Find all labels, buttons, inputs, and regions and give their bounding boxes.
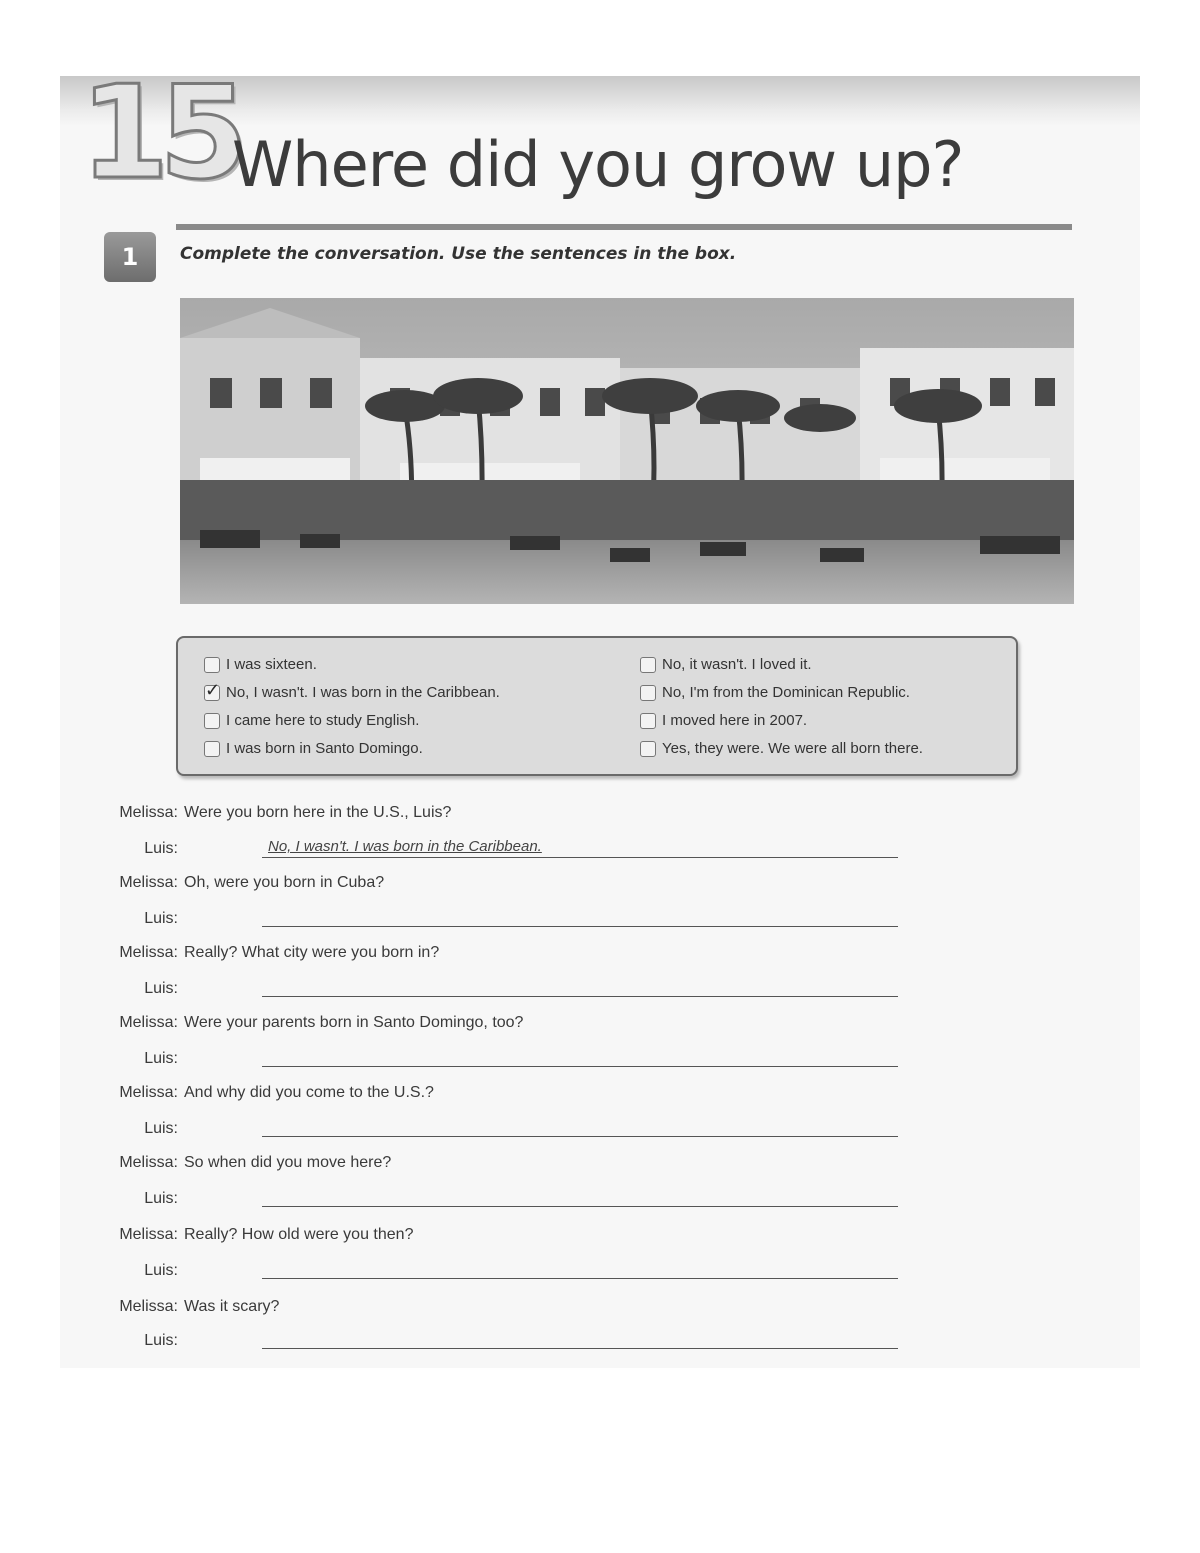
dialogue-line [100,910,184,928]
speaker-label: Melissa: [119,1084,178,1101]
checkbox[interactable] [640,685,656,701]
dialogue-line [100,1084,434,1102]
speaker-label: Melissa: [119,804,178,821]
option-text: I came here to study English. [226,712,420,729]
answer-field[interactable] [262,1348,898,1349]
checkbox[interactable] [640,657,656,673]
dialogue-text: Was it scary? [184,1298,280,1315]
option-text: No, I wasn't. I was born in the Caribbean. [226,684,500,701]
option-item[interactable] [640,656,812,673]
checkbox[interactable] [640,713,656,729]
answer-field[interactable] [262,1136,898,1137]
answer-text: No, I wasn't. I was born in the Caribbean. [268,838,542,855]
option-text: I was sixteen. [226,656,317,673]
dialogue-text: So when did you move here? [184,1154,392,1171]
speaker-label: Luis: [144,1332,178,1349]
dialogue-text: And why did you come to the U.S.? [184,1084,434,1101]
dialogue-line [100,874,384,892]
speaker-label: Luis: [144,1262,178,1279]
checkbox[interactable] [204,713,220,729]
speaker-label: Luis: [144,910,178,927]
answer-field[interactable] [262,1278,898,1279]
answer-field[interactable] [262,1206,898,1207]
speaker-label: Melissa: [119,874,178,891]
dialogue-line [100,1154,391,1172]
exercise-number-badge: 1 [104,232,156,282]
answer-field[interactable] [262,857,898,858]
answer-field[interactable] [262,1066,898,1067]
dialogue-line [100,1298,279,1316]
dialogue-line [100,1332,184,1350]
answer-field[interactable] [262,996,898,997]
option-item[interactable] [640,740,923,757]
speaker-label: Melissa: [119,1014,178,1031]
dialogue-line [100,1014,523,1032]
option-text: Yes, they were. We were all born there. [662,740,923,757]
speaker-label: Melissa: [119,1298,178,1315]
speaker-label: Melissa: [119,944,178,961]
plaza-photo-illustration [180,298,1074,604]
checkbox[interactable] [204,657,220,673]
option-text: I moved here in 2007. [662,712,808,729]
dialogue-line [100,1190,184,1208]
option-item[interactable] [640,684,910,701]
option-item[interactable] [640,712,807,729]
dialogue-line [100,804,451,822]
speaker-label: Luis: [144,1050,178,1067]
dialogue-line [100,944,439,962]
speaker-label: Luis: [144,980,178,997]
dialogue-line [100,1050,184,1068]
speaker-label: Luis: [144,1190,178,1207]
dialogue-text: Oh, were you born in Cuba? [184,874,385,891]
option-text: No, I'm from the Dominican Republic. [662,684,910,701]
speaker-label: Melissa: [119,1226,178,1243]
dialogue-line [100,1226,413,1244]
option-item[interactable] [204,740,423,757]
title-divider [176,224,1072,230]
checkmark-icon: ✓ [205,679,221,700]
option-item[interactable] [204,712,419,729]
dialogue-line [100,1262,184,1280]
dialogue-line [100,980,184,998]
option-item[interactable] [204,679,500,701]
page-title: Where did you grow up? [232,128,964,201]
checkbox[interactable] [204,679,221,701]
dialogue-line [100,1120,184,1138]
dialogue-text: Were your parents born in Santo Domingo, too? [184,1014,524,1031]
option-text: I was born in Santo Domingo. [226,740,423,757]
checkbox[interactable] [640,741,656,757]
speaker-label: Luis: [144,840,178,857]
exercise-instruction: Complete the conversation. Use the sentences in the box. [180,244,737,264]
option-text: No, it wasn't. I loved it. [662,656,812,673]
dialogue-text: Really? What city were you born in? [184,944,440,961]
speaker-label: Luis: [144,1120,178,1137]
answer-field[interactable] [262,926,898,927]
checkbox[interactable] [204,741,220,757]
speaker-label: Melissa: [119,1154,178,1171]
unit-number: 15 [80,59,239,208]
option-item[interactable] [204,656,317,673]
dialogue-line [100,840,184,858]
dialogue-text: Really? How old were you then? [184,1226,414,1243]
plaza-photo [180,298,1074,604]
dialogue-text: Were you born here in the U.S., Luis? [184,804,452,821]
